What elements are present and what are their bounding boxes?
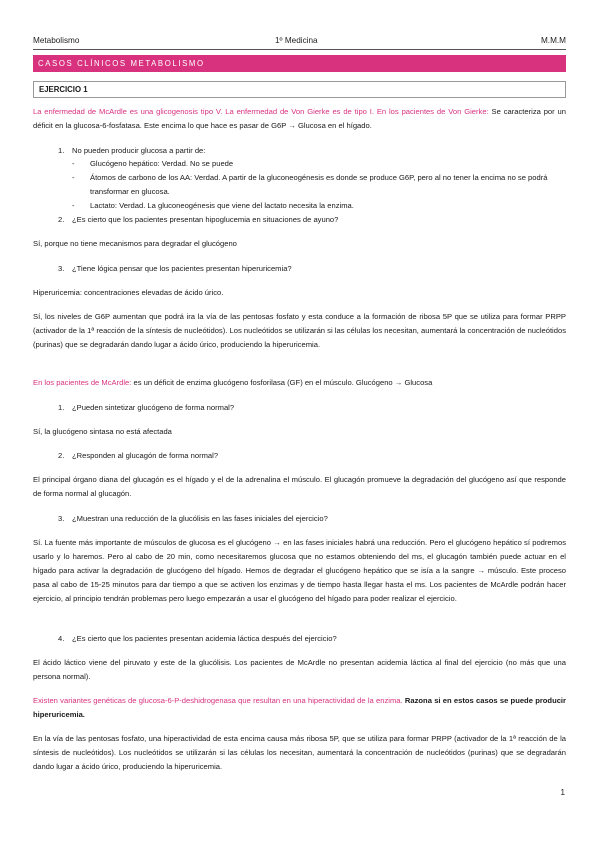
answer-paragraph: Sí, los niveles de G6P aumentan que podrá ira la vía de las pentosas fosfato y esta conduce a la formación de ribosa 5P que se utiliza para formar PRPP (activador de la 1ª reacción de la síntesis de nucleótidos). Los nucleótidos se utilizarán si las células los necesitan, aumentará la concentración de nucleótidos (purinas) que se degradarán dando lugar a ácido úrico, produciendo la hiperuricemia. [33, 312, 566, 349]
question-number: 2. [58, 215, 65, 224]
bullet-dash: - [72, 159, 75, 168]
mcardle-highlight: En los pacientes de McArdle: [33, 378, 132, 387]
answer-paragraph: El ácido láctico viene del piruvato y este de la glucólisis. Los pacientes de McArdle no presentan acidemia láctica al final del ejercicio (no más que una persona normal). [33, 658, 566, 681]
question-text: ¿Es cierto que los pacientes presentan acidemia láctica después del ejercicio? [72, 634, 337, 643]
bullet-text: Lactato: Verdad. La gluconeogénesis que viene del lactato necesita la enzima. [90, 201, 354, 210]
g6pd-question [33, 694, 566, 722]
bullet-text: Glucógeno hepático: Verdad. No se puede [90, 159, 234, 168]
header-divider [33, 49, 566, 50]
answer-paragraph: En la vía de las pentosas fosfato, una hiperactividad de esta encima causa más ribosa 5P, que se utiliza para formar PRPP (activador de la 1ª reacción de la síntesis de nucleótidos). Los nucleótidos se utilizarán si las células los necesitan, aumentará la concentración de nucleótidos (purinas) que se degradarán dando lugar a ácido úrico, produciendo la hiperuricemia. [33, 734, 566, 771]
bullet-text: Átomos de carbono de los AA: Verdad. A partir de la gluconeogénesis es donde se produce G6P, pero al no tener la encima no se podrá transformar en glucosa. [90, 173, 548, 196]
answer-paragraph: Sí, la glucógeno sintasa no está afectada [33, 427, 172, 436]
question-number: 1. [58, 403, 65, 412]
g6pd-prompt: Razona si en estos casos se puede producir hiperuricemia. [33, 696, 566, 719]
answer-paragraph: Sí. La fuente más importante de músculos de glucosa es el glucógeno → en las fases iniciales habrá una reducción. Pero el glucógeno hepático sí podremos usarlo y lo haremos. Pero al cabo de 20 min, como necesitaremos glucosa que no estamos obteniendo del ms, el glucagón también puede actuar en el hígado para activar la degradación de glucógeno del hígado. Hemos de degradar el glucógeno hepático que se isía a la sangre → músculo. Este proceso pasa al cabo de 15-25 minutos para dar tiempo a que se activen los enzimas y de tiempo hasta llegar hasta el ms. Los pacientes de McArdle podrán hacer ejercicio, al principio tendrán problemas pero luego empezarán a usar el glucógeno del hígado para poder realizar el ejercicio. [33, 538, 566, 603]
question-number: 4. [58, 634, 65, 643]
header-subject: Metabolismo [33, 36, 80, 45]
question-text: No pueden producir glucosa a partir de: [72, 146, 206, 155]
question-text: ¿Es cierto que los pacientes presentan hipoglucemia en situaciones de ayuno? [72, 215, 339, 224]
bullet-dash: - [72, 173, 75, 182]
intro-paragraph [33, 105, 566, 133]
header-course: 1º Medicina [275, 36, 318, 45]
question-text: ¿Muestran una reducción de la glucólisis en las fases iniciales del ejercicio? [72, 514, 328, 523]
exercise-heading: EJERCICIO 1 [33, 81, 566, 98]
bullet-dash: - [72, 201, 75, 210]
question-text: ¿Tiene lógica pensar que los pacientes presentan hiperuricemia? [72, 264, 292, 273]
question-text: ¿Responden al glucagón de forma normal? [72, 451, 219, 460]
answer-paragraph: Sí, porque no tiene mecanismos para degradar el glucógeno [33, 239, 237, 248]
question-number: 3. [58, 264, 65, 273]
page-number: 1 [560, 788, 565, 797]
header-author: M.M.M [540, 36, 566, 45]
section-banner: CASOS CLÍNICOS METABOLISMO [33, 55, 566, 72]
question-number: 2. [58, 451, 65, 460]
definition-paragraph: Hiperuricemia: concentraciones elevadas de ácido úrico. [33, 288, 224, 297]
mcardle-paragraph [33, 376, 566, 390]
question-text: ¿Pueden sintetizar glucógeno de forma normal? [72, 403, 235, 412]
g6pd-highlight: Existen variantes genéticas de glucosa-6-P-deshidrogenasa que resultan en una hiperactividad de la enzima. [33, 696, 403, 705]
intro-highlight: La enfermedad de McArdle es una glicogenosis tipo V. La enfermedad de Von Gierke es de tipo I. En los pacientes de Von Gierke: [33, 107, 489, 116]
mcardle-text: es un déficit de enzima glucógeno fosforilasa (GF) en el músculo. Glucógeno → Glucosa [131, 378, 433, 387]
answer-paragraph: El principal órgano diana del glucagón es el hígado y el de la adrenalina el músculo. El glucagón promueve la degradación del glucógeno así que responde de forma normal al glucagón. [33, 475, 566, 498]
question-number: 1. [58, 146, 65, 155]
question-number: 3. [58, 514, 65, 523]
intro-text: Se caracteriza por un déficit en la glucosa-6-fosfatasa. Este encima lo que hace es pasar de G6P → Glucosa en el hígado. [33, 107, 566, 130]
